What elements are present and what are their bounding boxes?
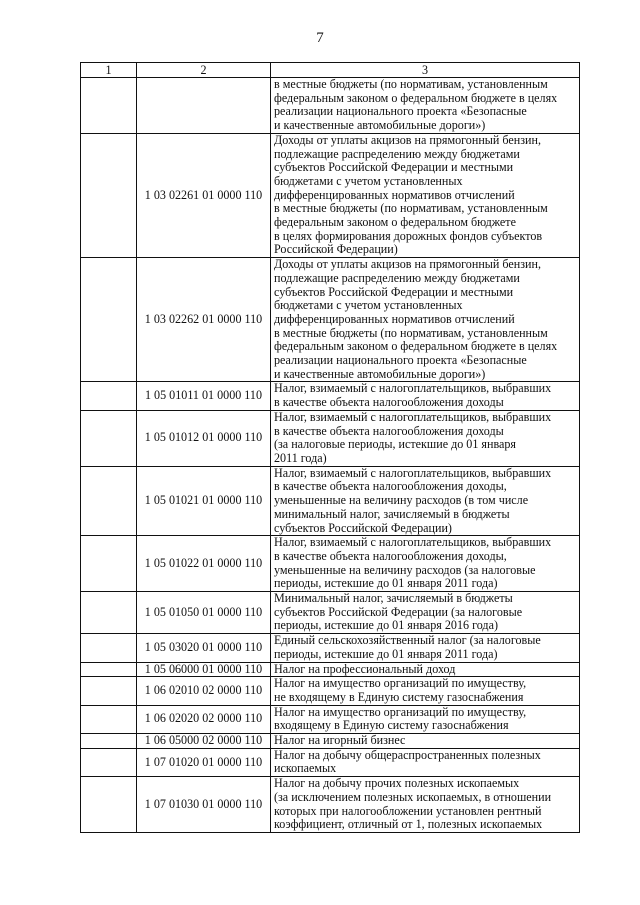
description-cell (271, 634, 580, 662)
table-row (81, 662, 580, 677)
table-row (81, 258, 580, 382)
description-cell (271, 258, 580, 382)
budget-code-cell (137, 78, 271, 134)
budget-code-cell: 1 05 03020 01 0000 110 (137, 634, 271, 662)
budget-code-cell: 1 05 01022 01 0000 110 (137, 536, 271, 592)
description-text: Налог на добычу общераспространенных полезных ископаемых (274, 747, 541, 776)
description-cell (271, 677, 580, 705)
budget-classification-table (80, 62, 580, 833)
empty-cell (81, 133, 137, 257)
description-text: Налог на имущество организаций по имуществу, не входящему в Единую систему газоснабжения (274, 676, 527, 704)
description-cell (271, 734, 580, 749)
budget-code-cell: 1 05 01050 01 0000 110 (137, 592, 271, 634)
description-text: Единый сельскохозяйственный налог (за налоговые периоды, истекшие до 01 января 2011 года) (274, 633, 541, 661)
description-text: Доходы от уплаты акцизов на прямогонный бензин, подлежащие распределению между бюджетами субъектов Российской Федерации и местными бюджетами с учетом установленных дифференцированных нормативов отчислений в местные бюджеты (по нормативам, установленным федеральным законом о федеральном бюджете в целях формирования дорожных фондов субъектов Российской Федерации) (274, 132, 548, 257)
description-cell (271, 133, 580, 257)
table-row (81, 382, 580, 410)
column-header-1: 1 (81, 63, 137, 78)
budget-code-cell: 1 05 06000 01 0000 110 (137, 662, 271, 677)
budget-code-cell: 1 06 05000 02 0000 110 (137, 734, 271, 749)
table-row (81, 410, 580, 466)
empty-cell (81, 677, 137, 705)
description-text: Налог, взимаемый с налогоплательщиков, выбравших в качестве объекта налогообложения доходы, уменьшенные на величину расходов (за налоговые периоды, истекшие до 01 января 2011 года) (274, 535, 552, 591)
budget-code-cell: 1 03 02261 01 0000 110 (137, 133, 271, 257)
budget-code-cell: 1 07 01020 01 0000 110 (137, 748, 271, 776)
table-row (81, 677, 580, 705)
description-text: Налог, взимаемый с налогоплательщиков, выбравших в качестве объекта налогообложения доходы (274, 381, 552, 410)
table-row (81, 734, 580, 749)
empty-cell (81, 466, 137, 536)
budget-code-cell: 1 05 01012 01 0000 110 (137, 410, 271, 466)
empty-cell (81, 258, 137, 382)
description-text: в местные бюджеты (по нормативам, установленным федеральным законом о федеральном бюджете в целях реализации национального проекта «Безопасные и качественные автомобильные дороги») (274, 77, 558, 133)
budget-code-cell: 1 06 02020 02 0000 110 (137, 705, 271, 733)
empty-cell (81, 78, 137, 134)
description-text: Налог, взимаемый с налогоплательщиков, выбравших в качестве объекта налогообложения доходы, уменьшенные на величину расходов (в том числе минимальный налог, зачисляемый в бюджеты субъектов Российской Федерации) (274, 465, 552, 535)
column-header-3: 3 (271, 63, 580, 78)
table-row (81, 133, 580, 257)
description-text: Минимальный налог, зачисляемый в бюджеты субъектов Российской Федерации (за налоговые периоды, истекшие до 01 января 2016 года) (274, 591, 523, 633)
page-number: 7 (316, 30, 324, 46)
empty-cell (81, 536, 137, 592)
budget-code-cell: 1 05 01011 01 0000 110 (137, 382, 271, 410)
budget-code-cell: 1 06 02010 02 0000 110 (137, 677, 271, 705)
table-row (81, 592, 580, 634)
description-text: Налог на профессиональный доход (274, 661, 456, 676)
column-header-2: 2 (137, 63, 271, 78)
table-row (81, 777, 580, 833)
table-row (81, 748, 580, 776)
description-text: Налог на добычу прочих полезных ископаемых (за исключением полезных ископаемых, в отношении которых при налогообложении установлен рентный коэффициент, отличный от 1, полезных ископаемых (274, 776, 552, 832)
description-cell (271, 382, 580, 410)
description-cell (271, 592, 580, 634)
empty-cell (81, 592, 137, 634)
description-text: Налог, взимаемый с налогоплательщиков, выбравших в качестве объекта налогообложения доходы (за налоговые периоды, истекшие до 01 января 2011 года) (274, 409, 552, 465)
description-cell (271, 777, 580, 833)
description-text: Доходы от уплаты акцизов на прямогонный бензин, подлежащие распределению между бюджетами субъектов Российской Федерации и местными бюджетами с учетом установленных дифференцированных нормативов отчислений в местные бюджеты (по нормативам, установленным федеральным законом о федеральном бюджете в целях реализации национального проекта «Безопасные и качественные автомобильные дороги») (274, 257, 558, 381)
empty-cell (81, 777, 137, 833)
budget-code-cell: 1 05 01021 01 0000 110 (137, 466, 271, 536)
empty-cell (81, 634, 137, 662)
description-cell (271, 536, 580, 592)
empty-cell (81, 734, 137, 749)
table-row (81, 536, 580, 592)
budget-code-cell: 1 07 01030 01 0000 110 (137, 777, 271, 833)
empty-cell (81, 705, 137, 733)
description-cell (271, 748, 580, 776)
empty-cell (81, 662, 137, 677)
table-row (81, 705, 580, 733)
description-cell (271, 466, 580, 536)
empty-cell (81, 410, 137, 466)
budget-code-cell: 1 03 02262 01 0000 110 (137, 258, 271, 382)
description-cell (271, 705, 580, 733)
table-row (81, 634, 580, 662)
description-cell (271, 662, 580, 677)
empty-cell (81, 748, 137, 776)
table-header-row (81, 63, 580, 78)
description-text: Налог на имущество организаций по имуществу, входящему в Единую систему газоснабжения (274, 704, 527, 733)
table-row (81, 466, 580, 536)
description-cell (271, 78, 580, 134)
table-row (81, 78, 580, 134)
description-text: Налог на игорный бизнес (274, 733, 406, 748)
empty-cell (81, 382, 137, 410)
description-cell (271, 410, 580, 466)
